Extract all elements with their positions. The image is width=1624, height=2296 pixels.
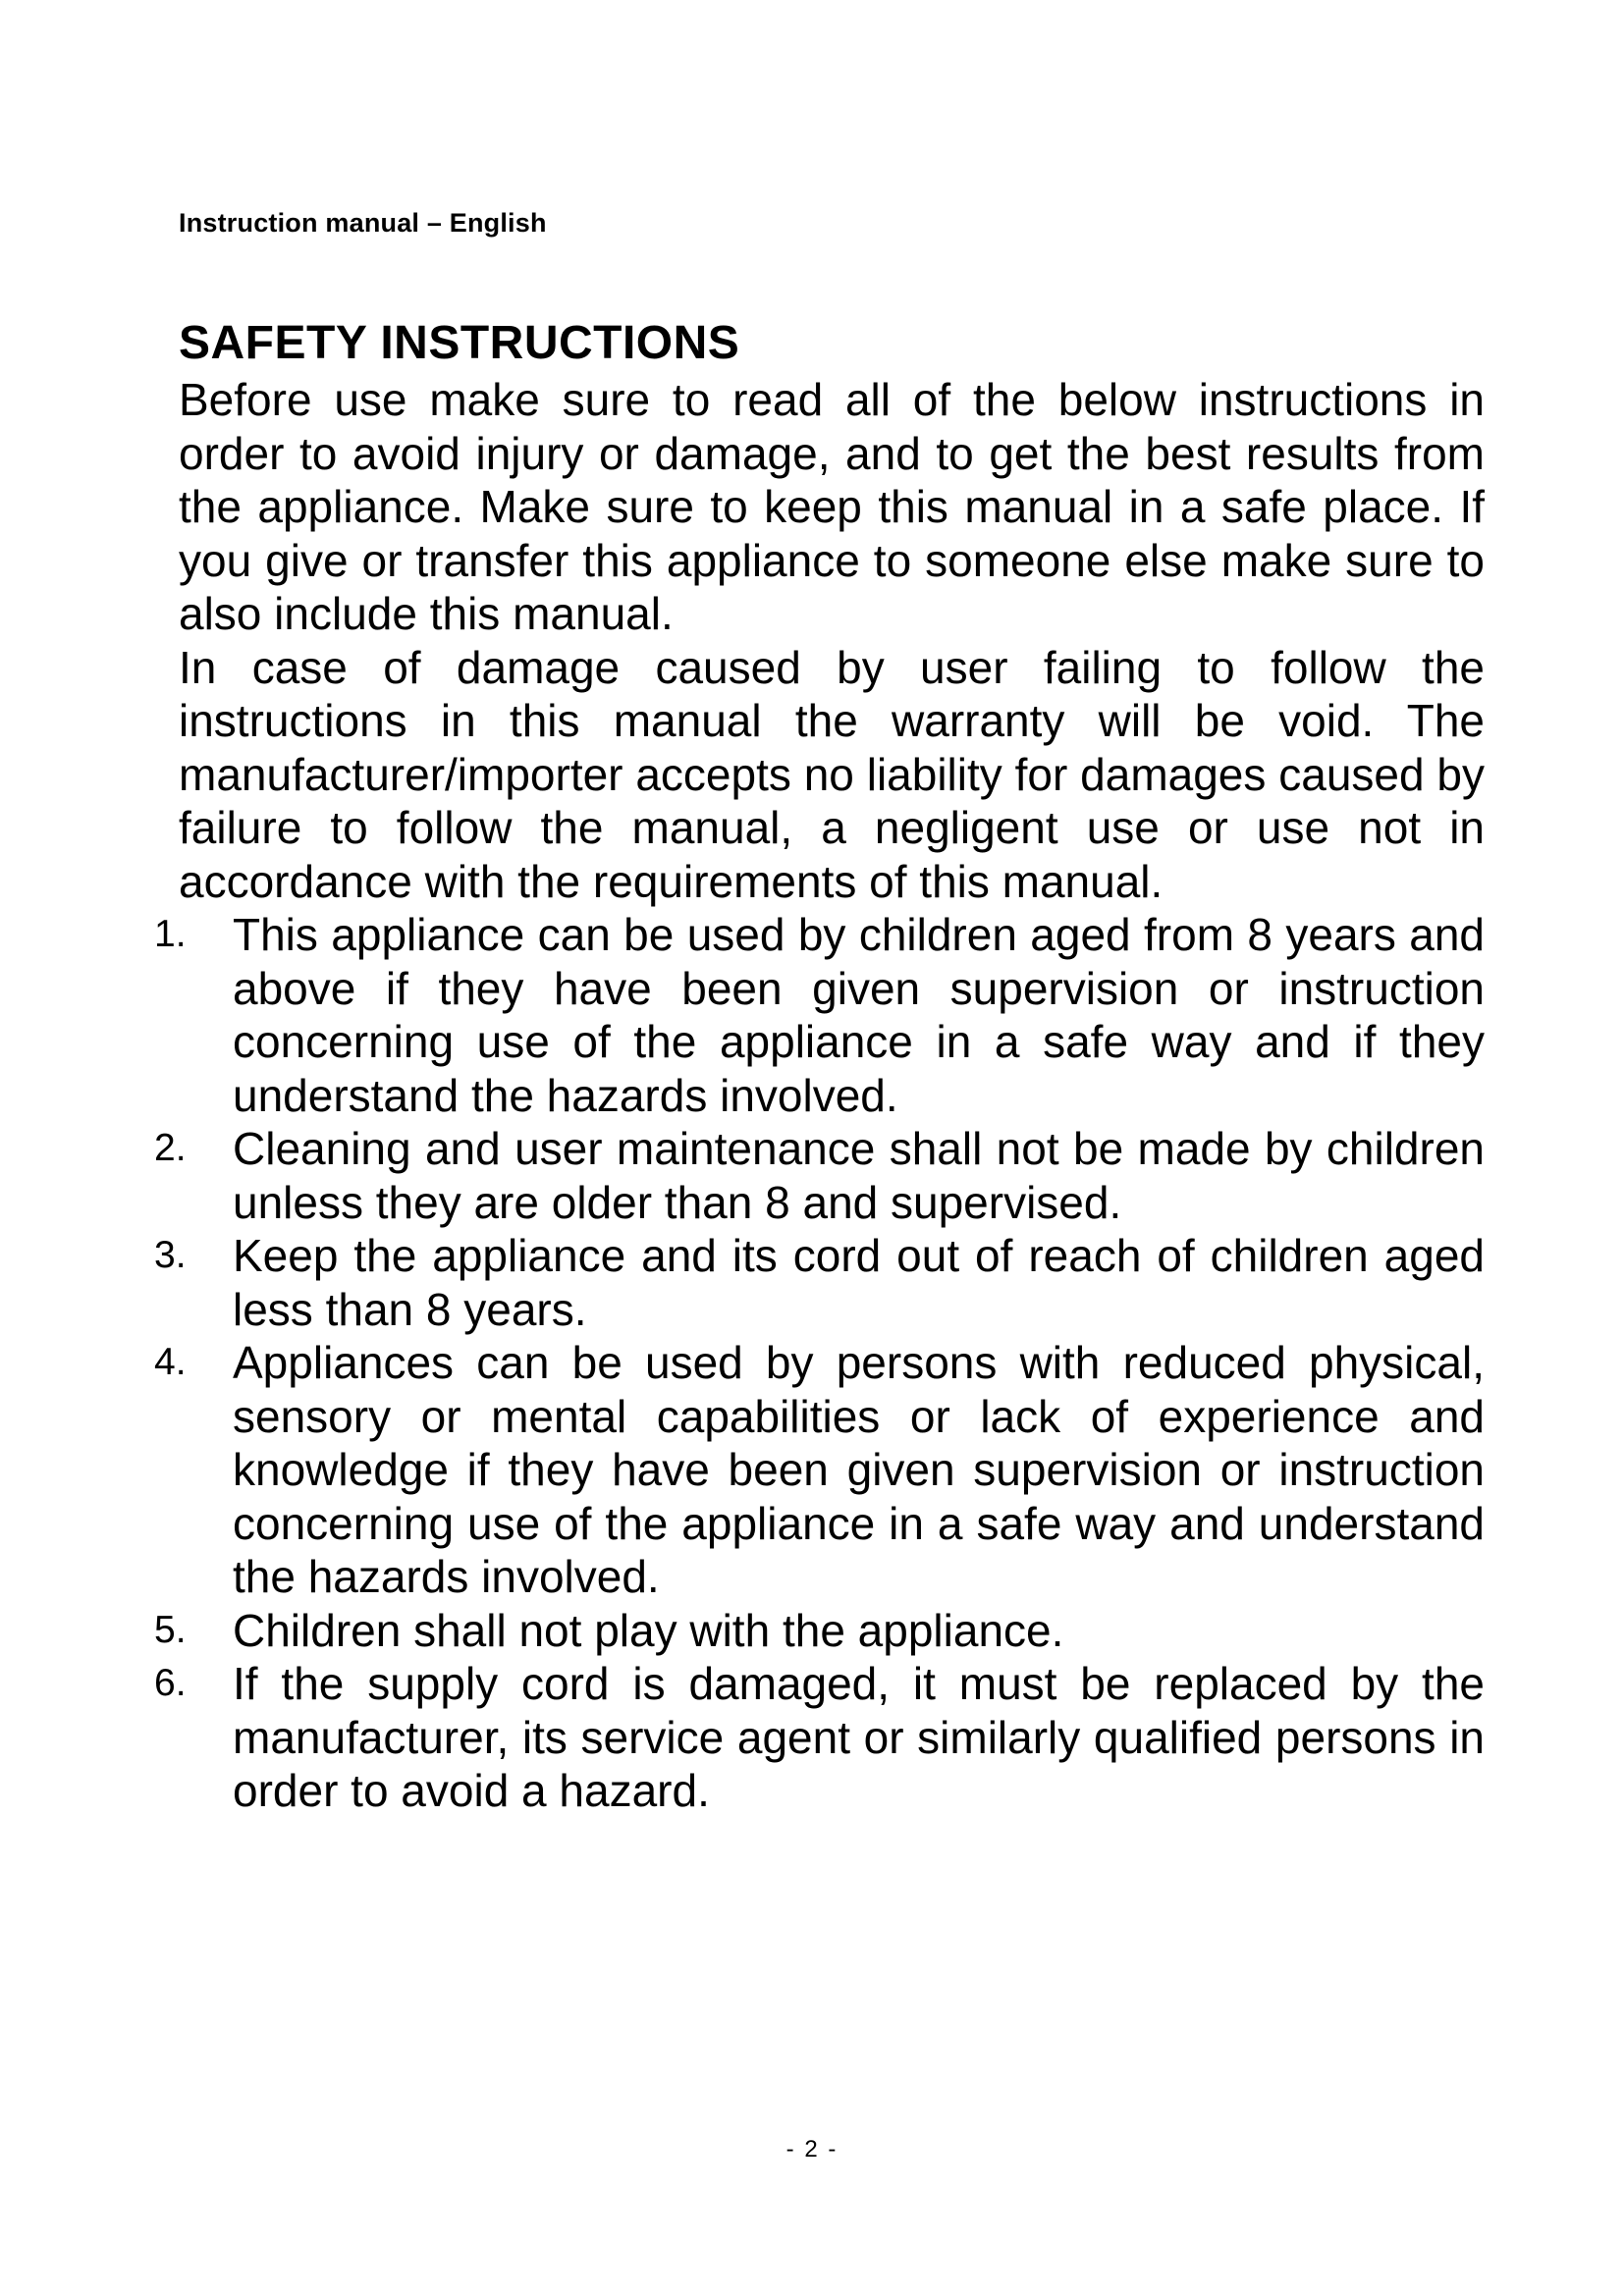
list-item-text: Appliances can be used by persons with reduced physical, sensory or mental capabilities or lack of experience and knowledge if they have been given supervision or instruction concerning use of the appliance in a safe way and understand the hazards involved.: [233, 1337, 1485, 1602]
list-item-text: Keep the appliance and its cord out of reach of children aged less than 8 years.: [233, 1230, 1485, 1335]
intro-paragraph: Before use make sure to read all of the below instructions in order to avoid injury or damage, and to get the best results from the appliance. Make sure to keep this manual in a safe place. If you give or transfer this appliance to someone else make sure to also include this manual.: [179, 374, 1485, 639]
list-item: [154, 1229, 1485, 1336]
safety-list: [154, 908, 1485, 1818]
list-item: [154, 908, 1485, 1122]
list-item-number: 1.: [154, 913, 187, 955]
list-item-text: If the supply cord is damaged, it must be replaced by the manufacturer, its service agent or similarly qualified persons in order to avoid a hazard.: [233, 1658, 1485, 1816]
list-item: [154, 1657, 1485, 1818]
list-item-number: 4.: [154, 1341, 187, 1383]
list-item: [154, 1336, 1485, 1604]
list-item: [154, 1604, 1485, 1658]
liability-paragraph: In case of damage caused by user failing to follow the instructions in this manual the warranty will be void. The manufacturer/importer accepts no liability for damages caused by failure to follow the manual, a negligent use or use not in accordance with the requirements of this manual.: [179, 641, 1485, 907]
document-header: Instruction manual – English: [179, 208, 547, 238]
safety-section: [154, 316, 1485, 1818]
list-item-number: 2.: [154, 1127, 187, 1169]
list-item-text: Children shall not play with the appliance.: [233, 1604, 1064, 1656]
list-item-number: 5.: [154, 1608, 187, 1651]
list-item: [154, 1122, 1485, 1229]
section-title: SAFETY INSTRUCTIONS: [179, 317, 740, 369]
page-number: - 2 -: [785, 2136, 839, 2163]
list-item-number: 6.: [154, 1662, 187, 1704]
list-item-number: 3.: [154, 1234, 187, 1276]
list-item-text: Cleaning and user maintenance shall not be made by children unless they are older than 8 and supervised.: [233, 1123, 1485, 1228]
list-item-text: This appliance can be used by children aged from 8 years and above if they have been given supervision or instruction concerning use of the appliance in a safe way and if they understand the hazards involved.: [233, 909, 1485, 1121]
